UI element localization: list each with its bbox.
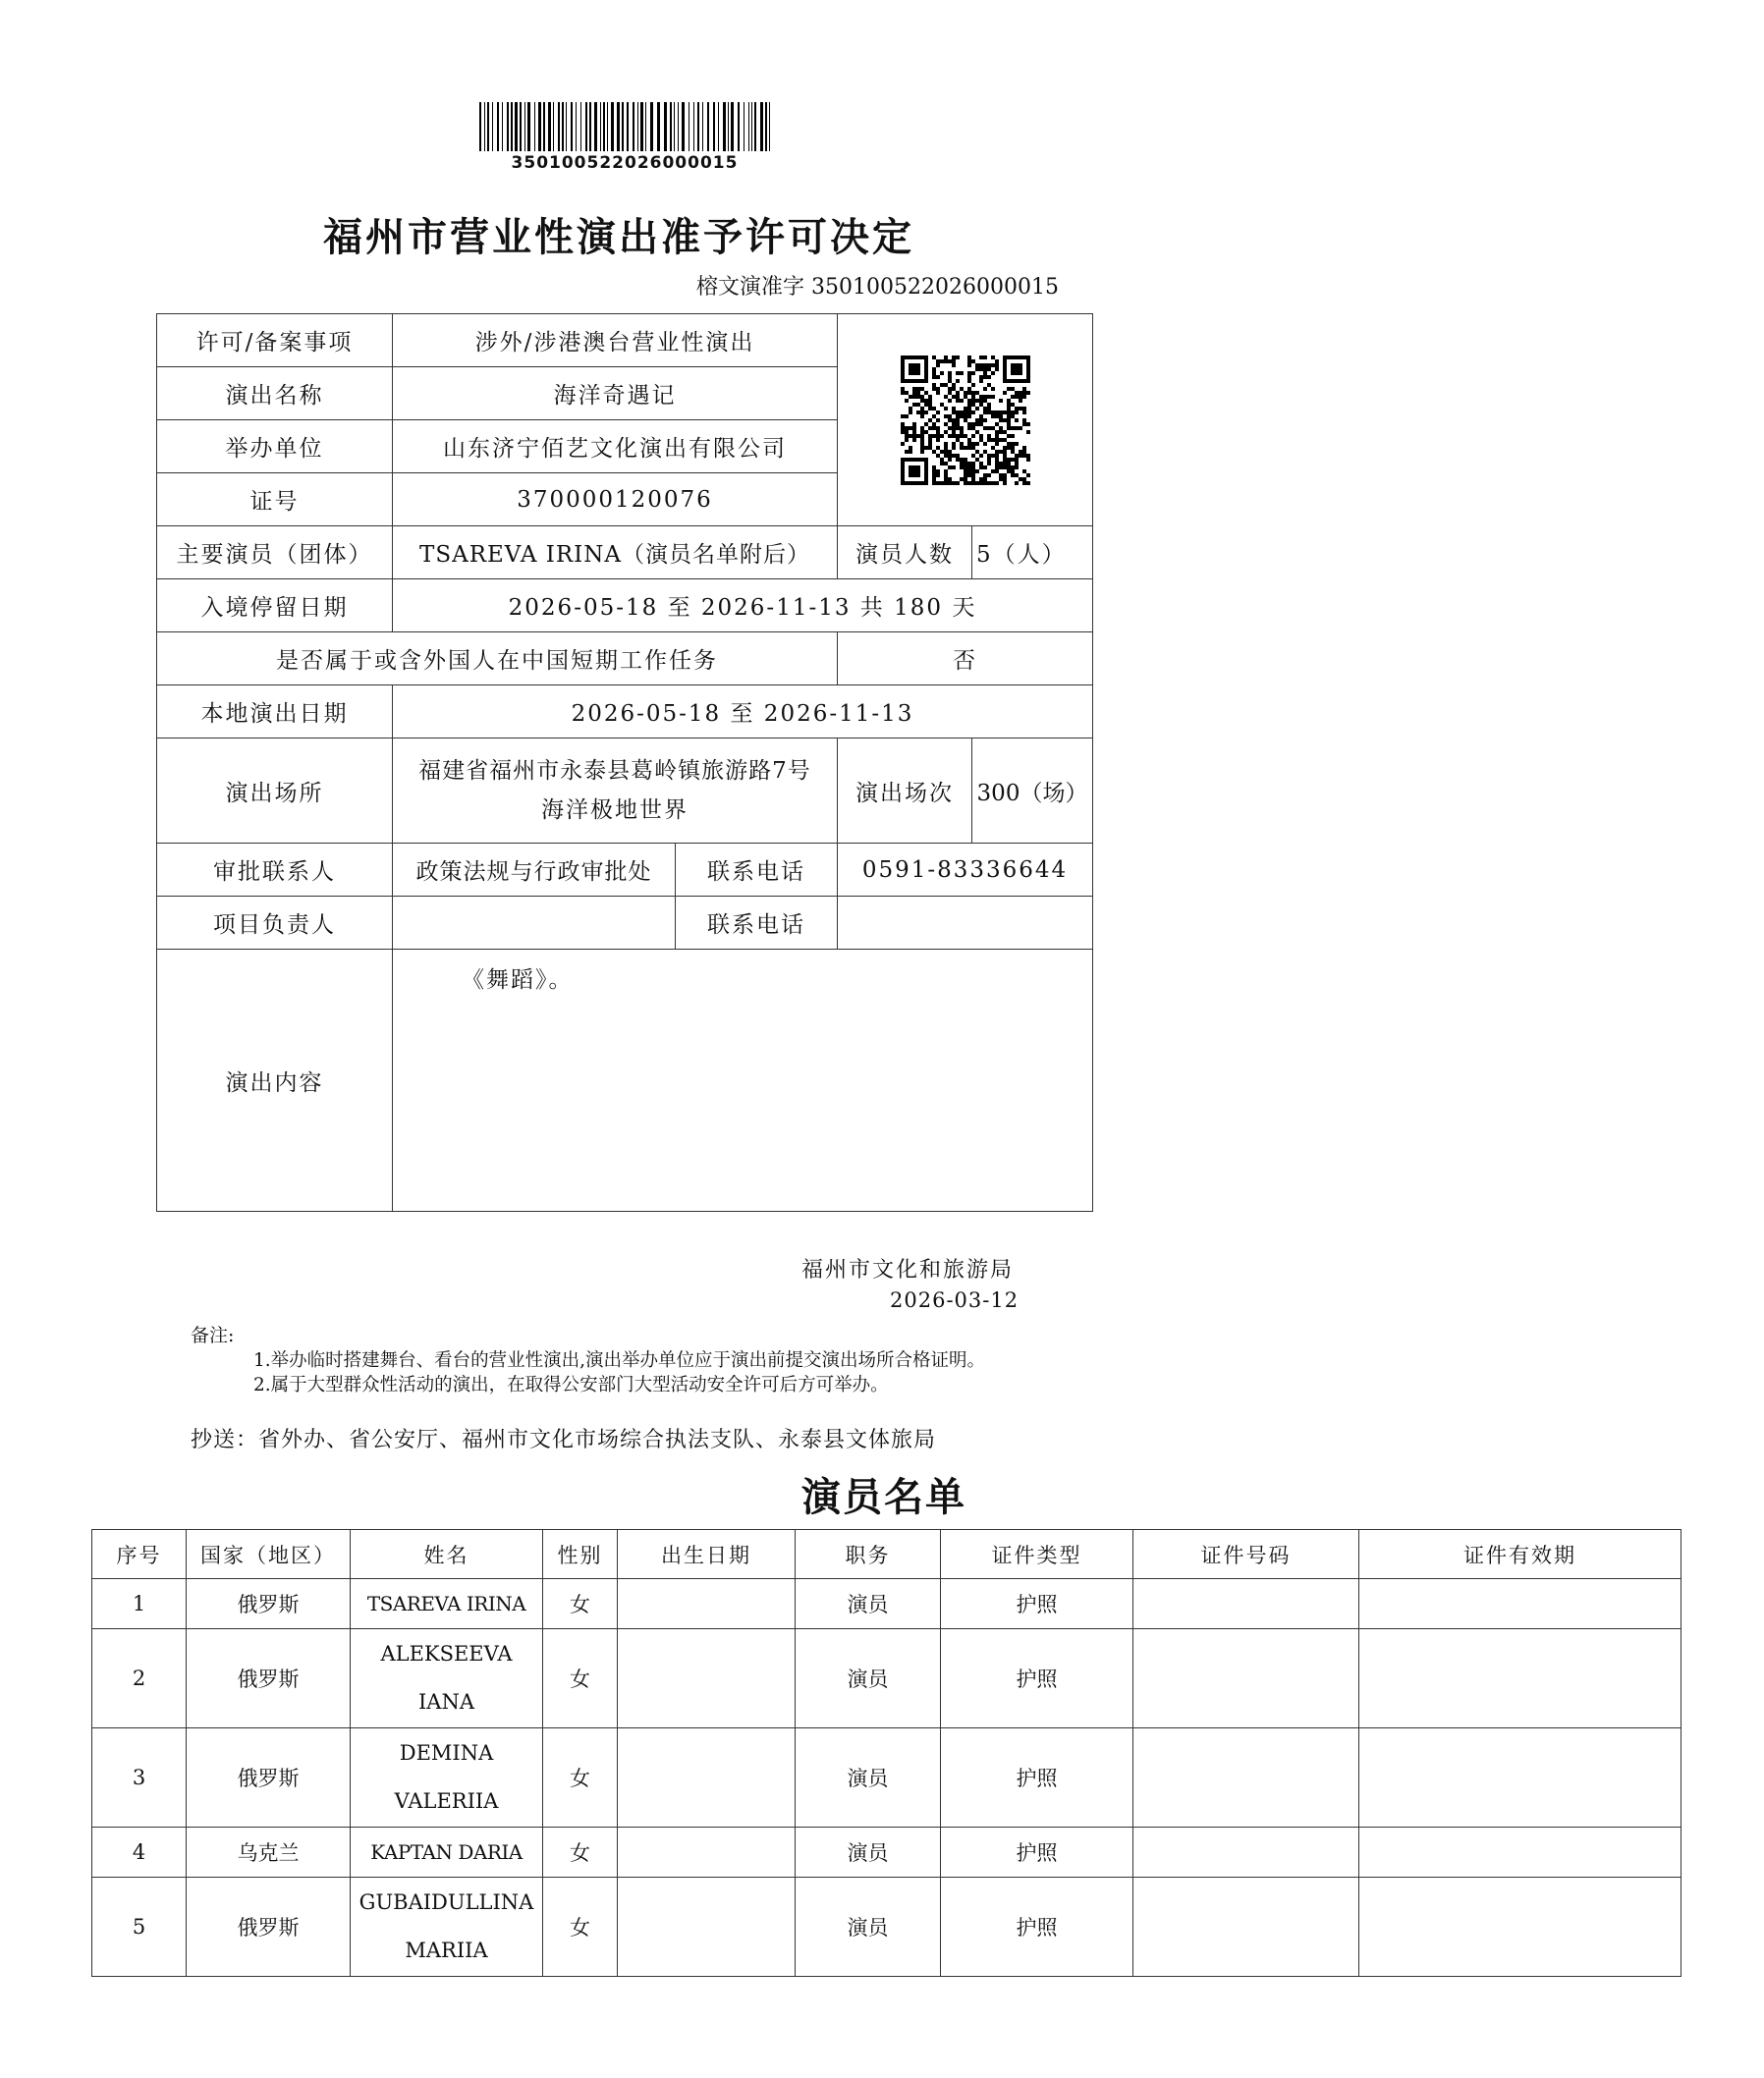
phone-label: 联系电话: [676, 844, 838, 897]
permit-item-label: 许可/备案事项: [157, 314, 393, 367]
header-birth-date: 出生日期: [618, 1530, 796, 1579]
main-performer-label: 主要演员（团体）: [157, 526, 393, 579]
row-birth-date: [618, 1828, 796, 1878]
row-gender: 女: [543, 1579, 618, 1629]
row-id-number: [1133, 1629, 1359, 1728]
content-label: 演出内容: [157, 950, 393, 1212]
row-role: 演员: [796, 1579, 941, 1629]
header-name: 姓名: [351, 1530, 543, 1579]
venue-label: 演出场所: [157, 738, 393, 844]
row-role: 演员: [796, 1828, 941, 1878]
entry-period-value: 2026-05-18 至 2026-11-13 共 180 天: [393, 579, 1093, 632]
roster-header-row: [92, 1530, 1681, 1579]
document-title: 福州市营业性演出准予许可决定: [323, 214, 914, 260]
table-row: [92, 1579, 1681, 1629]
entry-period-label: 入境停留日期: [157, 579, 393, 632]
row-country: 俄罗斯: [187, 1579, 351, 1629]
permit-item-value: 涉外/涉港澳台营业性演出: [393, 314, 838, 367]
notes-label: 备注:: [191, 1325, 235, 1346]
row-role: 演员: [796, 1629, 941, 1728]
roster-title: 演员名单: [801, 1474, 966, 1520]
approver-value: 政策法规与行政审批处: [393, 844, 676, 897]
approver-label: 审批联系人: [157, 844, 393, 897]
header-role: 职务: [796, 1530, 941, 1579]
row-country: 俄罗斯: [187, 1728, 351, 1828]
manager-label: 项目负责人: [157, 897, 393, 950]
barcode-image: [479, 102, 770, 151]
license-label: 证号: [157, 473, 393, 526]
row-gender: 女: [543, 1828, 618, 1878]
header-gender: 性别: [543, 1530, 618, 1579]
license-value: 370000120076: [393, 473, 838, 526]
row-id-number: [1133, 1878, 1359, 1977]
row-id-type: 护照: [941, 1629, 1133, 1728]
row-id-type: 护照: [941, 1728, 1133, 1828]
row-name: KAPTAN DARIA: [351, 1828, 543, 1878]
row-birth-date: [618, 1629, 796, 1728]
header-id-validity: 证件有效期: [1359, 1530, 1681, 1579]
row-id-number: [1133, 1728, 1359, 1828]
header-id-type: 证件类型: [941, 1530, 1133, 1579]
note-item-2: 2.属于大型群众性活动的演出，在取得公安部门大型活动安全许可后方可举办。: [253, 1375, 889, 1395]
manager-phone-label: 联系电话: [676, 897, 838, 950]
qr-code-image: [901, 355, 1030, 485]
row-name: ALEKSEEVA IANA: [351, 1629, 543, 1728]
row-id-validity: [1359, 1728, 1681, 1828]
row-id-validity: [1359, 1878, 1681, 1977]
row-role: 演员: [796, 1878, 941, 1977]
table-row: [92, 1629, 1681, 1728]
row-gender: 女: [543, 1629, 618, 1728]
table-row: [92, 1828, 1681, 1878]
roster-table: [91, 1529, 1681, 1977]
row-no: 4: [92, 1828, 187, 1878]
main-performer-value: TSAREVA IRINA（演员名单附后）: [393, 526, 838, 579]
local-dates-value: 2026-05-18 至 2026-11-13: [393, 685, 1093, 738]
organizer-value: 山东济宁佰艺文化演出有限公司: [393, 420, 838, 473]
short-term-work-value: 否: [838, 632, 1093, 685]
performer-count-label: 演员人数: [838, 526, 972, 579]
content-value: 《舞蹈》。: [393, 950, 1093, 1212]
row-country: 俄罗斯: [187, 1878, 351, 1977]
row-id-type: 护照: [941, 1828, 1133, 1878]
performer-count-value: 5（人）: [972, 526, 1093, 579]
row-id-type: 护照: [941, 1579, 1133, 1629]
row-id-validity: [1359, 1579, 1681, 1629]
header-country: 国家（地区）: [187, 1530, 351, 1579]
sessions-value: 300（场）: [972, 738, 1093, 844]
permit-table: [156, 313, 1093, 1212]
row-birth-date: [618, 1878, 796, 1977]
row-country: 乌克兰: [187, 1828, 351, 1878]
row-no: 1: [92, 1579, 187, 1629]
venue-line-2: 海洋极地世界: [541, 797, 689, 823]
row-no: 2: [92, 1629, 187, 1728]
note-item-1: 1.举办临时搭建舞台、看台的营业性演出,演出举办单位应于演出前提交演出场所合格证明。: [253, 1350, 986, 1371]
row-name: DEMINA VALERIIA: [351, 1728, 543, 1828]
document-number: 榕文演准字 350100522026000015: [696, 275, 1059, 300]
show-name-label: 演出名称: [157, 367, 393, 420]
venue-line-1: 福建省福州市永泰县葛岭镇旅游路7号: [418, 758, 811, 784]
phone-value: 0591-83336644: [838, 844, 1093, 897]
header-no: 序号: [92, 1530, 187, 1579]
row-id-type: 护照: [941, 1878, 1133, 1977]
row-id-validity: [1359, 1629, 1681, 1728]
row-country: 俄罗斯: [187, 1629, 351, 1728]
row-id-number: [1133, 1579, 1359, 1629]
row-role: 演员: [796, 1728, 941, 1828]
local-dates-label: 本地演出日期: [157, 685, 393, 738]
row-gender: 女: [543, 1728, 618, 1828]
row-birth-date: [618, 1728, 796, 1828]
row-name: TSAREVA IRINA: [351, 1579, 543, 1629]
cc-recipients: 抄送：省外办、省公安厅、福州市文化市场综合执法支队、永泰县文体旅局: [191, 1428, 937, 1452]
show-name-value: 海洋奇遇记: [393, 367, 838, 420]
table-row: [92, 1878, 1681, 1977]
row-id-number: [1133, 1828, 1359, 1878]
issue-date: 2026-03-12: [890, 1288, 1020, 1312]
manager-value: [393, 897, 676, 950]
qr-code-cell: [838, 314, 1093, 526]
row-birth-date: [618, 1579, 796, 1629]
row-no: 3: [92, 1728, 187, 1828]
sessions-label: 演出场次: [838, 738, 972, 844]
row-id-validity: [1359, 1828, 1681, 1878]
row-gender: 女: [543, 1878, 618, 1977]
venue-value: [393, 738, 838, 844]
issuer-name: 福州市文化和旅游局: [801, 1258, 1015, 1283]
row-name: GUBAIDULLINA MARIIA: [351, 1878, 543, 1977]
barcode-number: 350100522026000015: [511, 153, 739, 173]
organizer-label: 举办单位: [157, 420, 393, 473]
header-id-number: 证件号码: [1133, 1530, 1359, 1579]
table-row: [92, 1728, 1681, 1828]
row-no: 5: [92, 1878, 187, 1977]
manager-phone-value: [838, 897, 1093, 950]
short-term-work-label: 是否属于或含外国人在中国短期工作任务: [157, 632, 838, 685]
